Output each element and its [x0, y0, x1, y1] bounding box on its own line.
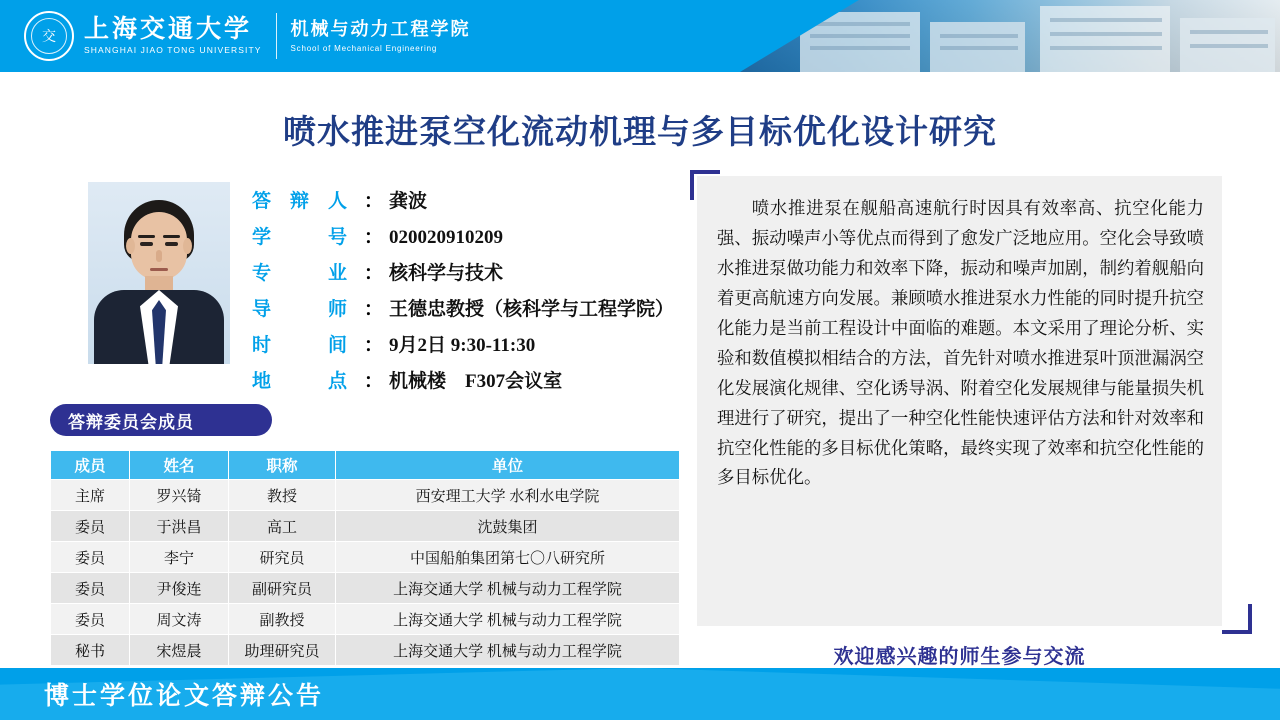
- info-value-major: 核科学与技术: [389, 263, 504, 284]
- table-header-title: 职称: [229, 451, 336, 480]
- info-label-major: 专 业: [252, 263, 348, 284]
- candidate-photo: [88, 182, 230, 364]
- cell-title: 高工: [229, 511, 336, 542]
- sjtu-seal-icon: [24, 11, 74, 61]
- info-row-student-id: [252, 222, 672, 249]
- table-header-role: 成员: [51, 451, 130, 480]
- cell-name: 周文涛: [130, 604, 229, 635]
- cell-title: 教授: [229, 480, 336, 511]
- info-colon-time: ：: [364, 335, 384, 356]
- info-colon-advisor: ：: [364, 299, 384, 320]
- school-name-cn: 机械与动力工程学院: [290, 19, 471, 40]
- cell-role: 委员: [51, 511, 130, 542]
- cell-affiliation: 沈鼓集团: [336, 511, 680, 542]
- cell-title: 副研究员: [229, 573, 336, 604]
- cell-title: 助理研究员: [229, 635, 336, 666]
- info-label-time: 时 间: [252, 335, 348, 356]
- page-title: 喷水推进泵空化流动机理与多目标优化设计研究: [283, 115, 997, 151]
- cell-role: 委员: [51, 542, 130, 573]
- cell-name: 李宁: [130, 542, 229, 573]
- info-value-advisor: 王德忠教授（核科学与工程学院）: [389, 299, 675, 320]
- info-value-student-id: 020020910209: [389, 227, 504, 248]
- cell-title: 研究员: [229, 542, 336, 573]
- bracket-bottom-right: [1222, 604, 1252, 634]
- table-row: [51, 573, 680, 604]
- info-row-candidate: [252, 186, 672, 213]
- defense-info-list: [252, 186, 675, 402]
- info-value-time: 9月2日 9:30-11:30: [389, 335, 536, 356]
- table-header-row: [51, 451, 680, 480]
- cell-affiliation: 上海交通大学 机械与动力工程学院: [336, 573, 680, 604]
- table-row: [51, 604, 680, 635]
- committee-table: [50, 450, 680, 666]
- info-label-candidate: 答 辩 人: [252, 191, 348, 212]
- university-name-cn: 上海交通大学: [84, 16, 253, 44]
- cell-title: 副教授: [229, 604, 336, 635]
- seal-glyph: 交: [31, 18, 67, 54]
- cell-name: 罗兴锜: [130, 480, 229, 511]
- info-colon-student-id: ：: [364, 227, 384, 248]
- campus-photo: [740, 0, 1280, 72]
- cell-role: 委员: [51, 573, 130, 604]
- cell-role: 主席: [51, 480, 130, 511]
- school-name-block: [291, 19, 471, 53]
- info-value-location: 机械楼 F307会议室: [389, 371, 563, 392]
- info-colon-major: ：: [364, 263, 384, 284]
- info-label-advisor: 导 师: [252, 299, 348, 320]
- cell-affiliation: 上海交通大学 机械与动力工程学院: [336, 635, 680, 666]
- university-name-block: [84, 16, 262, 55]
- welcome-note: 欢迎感兴趣的师生参与交流: [833, 646, 1086, 668]
- cell-name: 尹俊连: [130, 573, 229, 604]
- school-name-en: School of Mechanical Engineering: [290, 43, 438, 53]
- info-value-candidate: 龚波: [389, 191, 428, 212]
- info-label-location: 地 点: [252, 371, 348, 392]
- logo-divider: [276, 13, 277, 59]
- table-row: [51, 511, 680, 542]
- university-logo: [24, 10, 471, 62]
- abstract-text: 喷水推进泵在舰船高速航行时因具有效率高、抗空化能力强、振动噪声小等优点而得到了愈发广泛地应用。空化会导致喷水推进泵做功能力和效率下降，振动和噪声加剧，制约着舰船向着更高航速方向发展。兼顾喷水推进泵水力性能的同时提升抗空化能力是当前工程设计中面临的难题。本文采用了理论分析、实验和数值模拟相结合的方法，首先针对喷水推进泵叶顶泄漏涡空化发展演化规律、空化诱导涡、附着空化发展规律与能量损失机理进行了研究，提出了一种空化性能快速评估方法和针对效率和抗空化性能的多目标优化策略，最终实现了效率和抗空化性能的多目标优化。: [697, 176, 1222, 626]
- table-row: [51, 480, 680, 511]
- table-header-name: 姓名: [130, 451, 229, 480]
- cell-role: 委员: [51, 604, 130, 635]
- info-row-major: [252, 258, 672, 285]
- table-row: [51, 635, 680, 666]
- cell-role: 秘书: [51, 635, 130, 666]
- university-name-en: SHANGHAI JIAO TONG UNIVERSITY: [84, 45, 262, 56]
- cell-affiliation: 中国船舶集团第七〇八研究所: [336, 542, 680, 573]
- info-label-student-id: 学 号: [252, 227, 348, 248]
- info-colon-candidate: ：: [364, 191, 384, 212]
- committee-badge: 答辩委员会成员: [50, 404, 272, 436]
- cell-name: 于洪昌: [130, 511, 229, 542]
- info-row-advisor: [252, 294, 675, 321]
- footer-title: 博士学位论文答辩公告: [44, 683, 325, 710]
- cell-affiliation: 西安理工大学 水利水电学院: [336, 480, 680, 511]
- header-bar: [0, 0, 1280, 72]
- info-row-time: [252, 330, 672, 357]
- cell-affiliation: 上海交通大学 机械与动力工程学院: [336, 604, 680, 635]
- info-row-location: [252, 366, 672, 393]
- table-row: [51, 542, 680, 573]
- info-colon-location: ：: [364, 371, 384, 392]
- table-header-affiliation: 单位: [336, 451, 680, 480]
- cell-name: 宋煜晨: [130, 635, 229, 666]
